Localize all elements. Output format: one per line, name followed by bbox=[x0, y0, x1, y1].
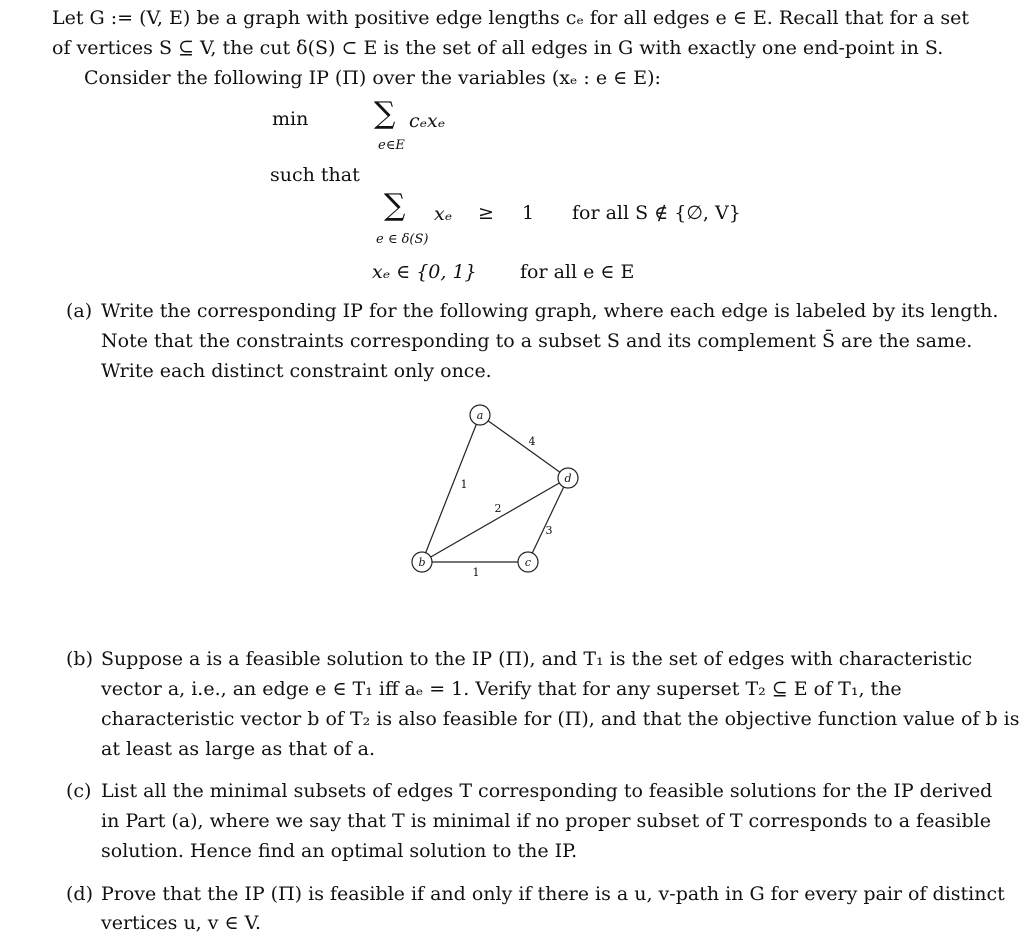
edge-bc-length: 1 bbox=[472, 566, 480, 579]
part-b-line-3: characteristic vector b of T₂ is also feasible for (Π), and that the objective function value of b is bbox=[101, 708, 1020, 730]
part-a-line-2: Note that the constraints corresponding to a subset S and its complement S̄ are the same. bbox=[101, 330, 973, 352]
node-a-label: a bbox=[476, 409, 484, 422]
objective-term: cₑxₑ bbox=[409, 110, 446, 132]
constraint-for: for all S ∉ {∅, V} bbox=[572, 202, 741, 224]
such-that-label: such that bbox=[270, 164, 360, 186]
part-c-line-3: solution. Hence find an optimal solution to the IP. bbox=[101, 840, 578, 862]
objective-sum-symbol: ∑ bbox=[374, 96, 396, 131]
part-c-label: (c) bbox=[66, 780, 92, 802]
part-b-line-2: vector a, i.e., an edge e ∈ T₁ iff aₑ = 1. Verify that for any superset T₂ ⊆ E of T₁, the bbox=[101, 678, 902, 700]
intro-line-1: Let G := (V, E) be a graph with positive edge lengths cₑ for all edges e ∈ E. Recall that for a set bbox=[52, 7, 970, 29]
edge-ad bbox=[480, 415, 568, 478]
part-d-line-2: vertices u, v ∈ V. bbox=[101, 912, 262, 934]
part-d-line-1: Prove that the IP (Π) is feasible if and only if there is a u, v-path in G for every pair of distinct bbox=[101, 883, 1005, 905]
intro-line-2: of vertices S ⊆ V, the cut δ(S) ⊂ E is the set of all edges in G with exactly one end-point in S. bbox=[52, 37, 944, 59]
part-c-line-1: List all the minimal subsets of edges T corresponding to feasible solutions for the IP derived bbox=[101, 780, 993, 802]
constraint-rhs: 1 bbox=[522, 202, 535, 224]
node-d-label: d bbox=[564, 472, 572, 485]
graph-diagram bbox=[400, 395, 600, 585]
part-b-line-1: Suppose a is a feasible solution to the IP (Π), and T₁ is the set of edges with characteristic bbox=[101, 648, 973, 670]
part-d-label: (d) bbox=[66, 883, 93, 905]
constraint-geq: ≥ bbox=[478, 202, 494, 224]
ip-min-label: min bbox=[272, 108, 309, 130]
integrality-constraint: xₑ ∈ {0, 1} bbox=[372, 261, 477, 283]
constraint-term: xₑ bbox=[434, 203, 453, 225]
integrality-for: for all e ∈ E bbox=[520, 261, 635, 283]
part-a-line-1: Write the corresponding IP for the following graph, where each edge is labeled by its length. bbox=[101, 300, 999, 322]
edge-ab-length: 1 bbox=[460, 478, 468, 491]
node-c-label: c bbox=[524, 556, 532, 569]
node-b-label: b bbox=[418, 556, 426, 569]
part-b-label: (b) bbox=[66, 648, 93, 670]
part-a-line-3: Write each distinct constraint only once. bbox=[101, 360, 492, 382]
edge-cd-length: 3 bbox=[545, 524, 553, 537]
edge-bd bbox=[422, 478, 568, 562]
edge-ab bbox=[422, 415, 480, 562]
objective-sub: e∈E bbox=[378, 138, 405, 153]
intro-line-3: Consider the following IP (Π) over the variables (xₑ : e ∈ E): bbox=[84, 67, 661, 89]
part-c-line-2: in Part (a), where we say that T is minimal if no proper subset of T corresponds to a feasible bbox=[101, 810, 991, 832]
constraint-sub: e ∈ δ(S) bbox=[376, 232, 429, 247]
edge-bd-length: 2 bbox=[494, 502, 502, 515]
edge-cd bbox=[528, 478, 568, 562]
part-a-label: (a) bbox=[66, 300, 93, 322]
constraint-sum-symbol: ∑ bbox=[384, 188, 406, 223]
part-b-line-4: at least as large as that of a. bbox=[101, 738, 375, 760]
edge-ad-length: 4 bbox=[528, 435, 536, 448]
